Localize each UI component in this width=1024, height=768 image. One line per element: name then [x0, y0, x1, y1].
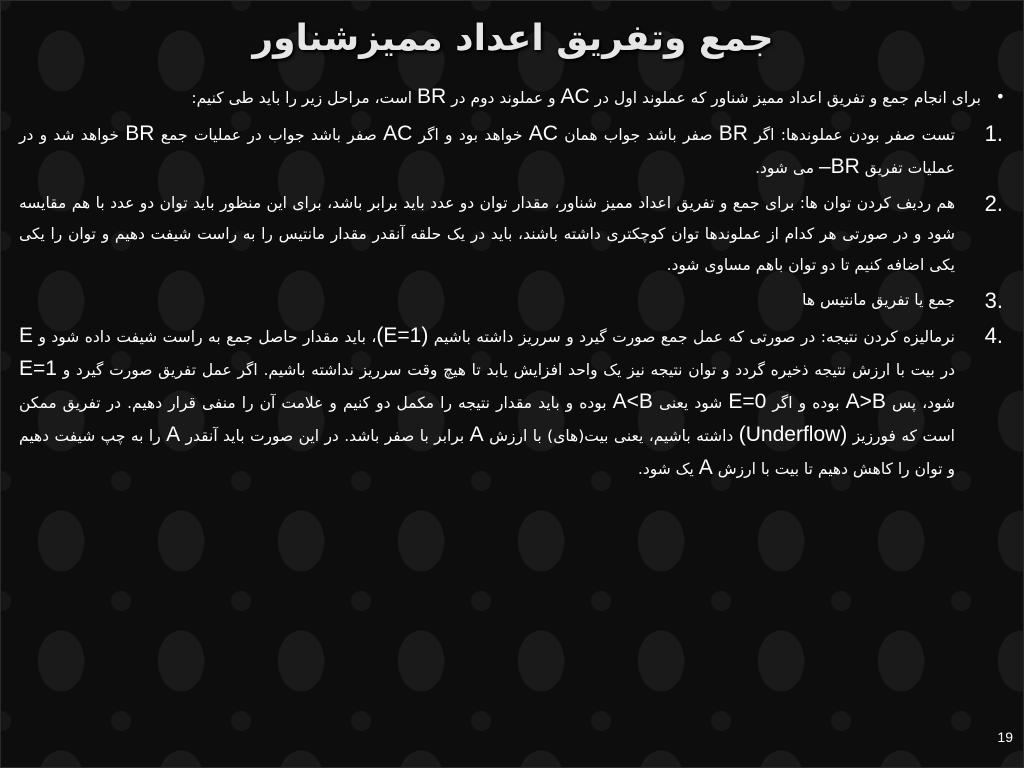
slide-body [19, 81, 1009, 489]
item-4-e-equals-0: E=0 [728, 390, 767, 413]
item-1-text-4: صفر باشد جواب در عملیات جمع [154, 126, 384, 144]
item-number: 4. [984, 323, 1003, 348]
item-number: 3. [984, 288, 1003, 313]
item-1-br-2: BR [125, 122, 155, 145]
item-4-a-2: A [166, 423, 181, 446]
item-4-text-8: داشته باشیم، یعنی بیت(های) با ارزش [483, 427, 739, 445]
item-4-a: A [469, 423, 484, 446]
item-2-text: هم ردیف کردن توان ها: برای جمع و تفریق اعداد ممیز شناور، مقدار توان دو عدد باید برابر باشد، برای این منظور باید توان دو عدد با هم مقایسه شود و در صورتی هر کدام از عملوندها توان کوچکتری داشته باشند، باید در یک حلقه آنقدر مقدار مانتیس را به راست شیفت دهیم و توان را یکی یکی اضافه کنیم تا دو توان باهم مساوی شود. [19, 194, 955, 274]
item-4-e: E [19, 324, 34, 347]
item-4-e1: (E=1) [376, 324, 429, 347]
list-item-1 [19, 118, 1009, 184]
list-item-3 [19, 285, 1009, 316]
item-3-text: جمع یا تفریق مانتیس ها [802, 291, 955, 309]
intro-bullet [19, 81, 1009, 114]
item-4-text-2: ، باید مقدار حاصل جمع به راست شیفت داده شود و [33, 328, 377, 346]
item-4-text-11: یک شود. [637, 460, 699, 478]
item-4-underflow: (Underflow) [738, 423, 848, 446]
item-1-text-1: تست صفر بودن عملوندها: اگر [747, 126, 955, 144]
item-4-text-9: برابر با صفر باشد. در این صورت باید آنقدر [180, 427, 470, 445]
item-4-a-gt-b: A>B [845, 390, 886, 413]
item-1-text-3: خواهد بود و اگر [412, 126, 529, 144]
item-1-text-6: می شود. [755, 159, 819, 177]
item-number: 1. [984, 121, 1003, 146]
page-number: 19 [997, 729, 1013, 745]
intro-text-1: برای انجام جمع و تفریق اعداد ممیز شناور که عملوند اول در [589, 89, 981, 107]
list-item-2 [19, 188, 1009, 281]
item-4-text-5: بوده و اگر [766, 394, 846, 412]
item-4-text-7: بوده و باید مقدار نتیجه را مکمل دو کنیم و علامت آن را منفی قرار دهیم. در تفریق ممکن است که فورزیز [19, 394, 955, 445]
item-4-text-1: نرمالیزه کردن نتیجه: در صورتی که عمل جمع صورت گیرد و سرریز داشته باشیم [428, 328, 955, 346]
intro-text-2: و عملوند دوم در [446, 89, 561, 107]
intro-br: BR [417, 85, 447, 108]
item-4-text-4: شود، پس [885, 394, 955, 412]
item-4-text-6: شود یعنی [652, 394, 729, 412]
item-1-ac-2: AC [383, 122, 413, 145]
item-4-a-lt-b: A<B [612, 390, 653, 413]
item-4-text-3: در بیت با ارزش نتیجه ذخیره گردد و توان نتیجه نیز یک واحد افزایش یابد تا هیچ وقت سرریز نداشته باشیم. اگر عمل تفریق صورت گیرد و [56, 361, 955, 379]
item-1-neg-br: –BR [819, 155, 860, 178]
item-1-br: BR [718, 122, 748, 145]
list-item-4 [19, 320, 1009, 485]
item-1-ac: AC [528, 122, 558, 145]
item-1-text-2: صفر باشد جواب همان [557, 126, 719, 144]
item-4-e-equals-1: E=1 [19, 357, 57, 380]
bullet-marker: • [995, 87, 1005, 106]
intro-ac: AC [560, 85, 590, 108]
item-number: 2. [984, 191, 1003, 216]
intro-text-3: است، مراحل زیر را باید طی کنیم: [191, 89, 418, 107]
item-1-text-5: خواهد شد و در عملیات تفریق [19, 126, 955, 177]
slide-title: جمع وتفریق اعداد ممیزشناور [252, 18, 774, 59]
item-4-a-3: A [698, 456, 713, 479]
item-4-text-10: را به چپ شیفت دهیم و توان را کاهش دهیم تا بیت با ارزش [19, 427, 955, 478]
